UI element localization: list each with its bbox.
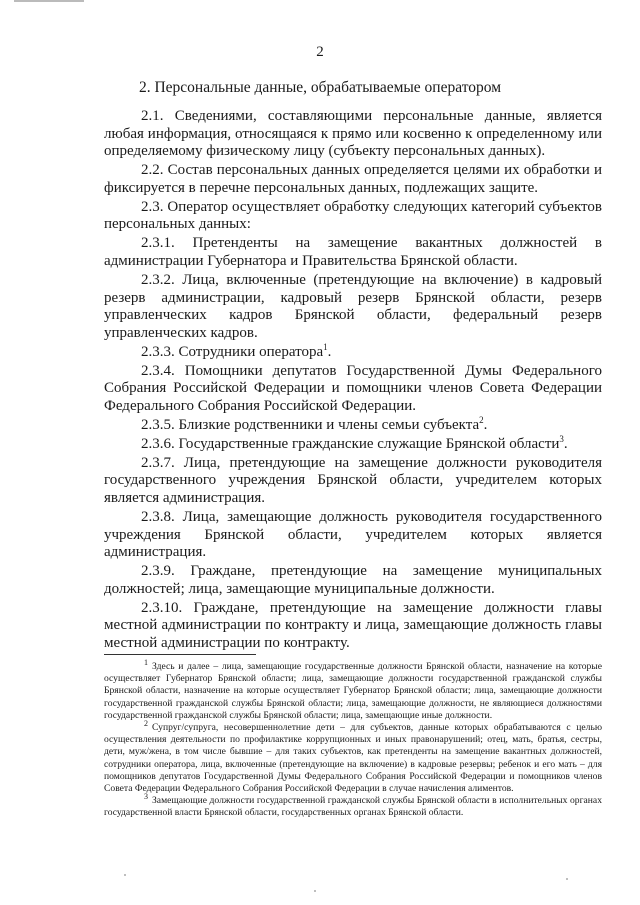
page-number: 2 <box>316 44 324 60</box>
footnote-divider <box>104 654 256 655</box>
paragraph-2-3-1: 2.3.1. Претенденты на замещение вакантных должностей в администрации Губернатора и Правительства Брянской области. <box>104 235 602 269</box>
footnote-2: $^2$ Супруг/супруга, несовершеннолетние дети – для субъектов, данные которых обрабатываются с целью осуществления деятельности по профилактике коррупционных и иных правонарушений; отец, мать, братья, сестры, дети, муж/жена, в том числе бывшие – для таких субъектов, как претенденты на замещение вакантных должностей, сотрудники оператора, лица, включенные (претендующие на включение) в кадровые резервы; ребенок и его мать – для помощников депутатов Государственной Думы Федерального Собрания Российской Федерации и помощников членов Совета Федерации Федерального Собрания Российской Федерации в случае начисления алиментов. <box>104 718 602 795</box>
footnote-mark: 3 <box>144 792 148 802</box>
scan-speck <box>566 878 568 880</box>
paragraph-2-3-6: 2.3.6. Государственные гражданские служащие Брянской области$^3$. <box>141 433 568 452</box>
paragraph-2-3-7: 2.3.7. Лица, претендующие на замещение должности руководителя государственного учреждения Брянской области, учредителем которых является администрация. <box>104 454 602 506</box>
footnote-ref-1: 1 <box>323 341 328 352</box>
footnote-ref-2: 2 <box>479 414 484 425</box>
paragraph-2-3: 2.3. Оператор осуществляет обработку следующих категорий субъектов персональных данных: <box>104 198 602 233</box>
footnote-mark: 2 <box>144 718 148 728</box>
paragraph-2-3-9: 2.3.9. Граждане, претендующие на замещение муниципальных должностей; лица, замещающие муниципальные должности. <box>104 563 602 597</box>
paragraph-2-3-10: 2.3.10. Граждане, претендующие на замещение должности главы местной администрации по контракту и лица, замещающие должность главы местной администрации по контракту. <box>104 599 602 651</box>
footnote-1: $^1$ Здесь и далее – лица, замещающие государственные должности Брянской области, назначение на которые осуществляет Губернатор Брянской области; лица, замещающие должности государственной гражданской службы Брянской области, назначение на которые осуществляет Губернатор Брянской области; лица, замещающие должности государственной гражданской службы Брянской области; лица, замещающие должности, не являющиеся должностями государственной гражданской службы Брянской области; лица, замещающие иные должности. <box>104 657 602 721</box>
paragraph-2-3-2: 2.3.2. Лица, включенные (претендующие на включение) в кадровый резерв администрации, кадровый резерв Брянской области, резерв управленческих кадров Брянской области, федеральный резерв управленческих кадров. <box>104 271 602 341</box>
section-heading: 2. Персональные данные, обрабатываемые оператором <box>138 79 502 96</box>
paragraph-2-1: 2.1. Сведениями, составляющими персональные данные, является любая информация, относящаяся к прямо или косвенно к определенному или определяемому физическому лицу (субъекту персональных данных). <box>104 108 602 160</box>
scan-edge-mark <box>14 0 84 7</box>
paragraph-2-3-4: 2.3.4. Помощники депутатов Государственной Думы Федерального Собрания Российской Федерации и помощники членов Совета Федерации Федерального Собрания Российской Федерации. <box>104 362 602 414</box>
footnotes <box>104 657 602 820</box>
footnote-mark: 1 <box>144 657 148 667</box>
paragraph-2-3-5: 2.3.5. Близкие родственники и члены семьи субъекта$^2$. <box>141 414 488 433</box>
scan-speck <box>124 874 126 876</box>
paragraph-2-3-3: 2.3.3. Сотрудники оператора$^1$. <box>141 341 332 360</box>
paragraph-2-3-8: 2.3.8. Лица, замещающие должность руководителя государственного учреждения Брянской области, учредителем которых является администрация. <box>104 508 602 561</box>
body-text <box>104 108 602 654</box>
footnote-ref-3: 3 <box>559 433 564 444</box>
paragraph-2-2: 2.2. Состав персональных данных определяется целями их обработки и фиксируется в перечне персональных данных, подлежащих защите. <box>104 162 602 196</box>
footnote-3: $^3$ Замещающие должности государственной гражданской службы Брянской области в исполнительных органах государственной власти Брянской области, государственных органах Брянской области. <box>104 792 602 819</box>
scan-speck <box>314 890 316 892</box>
